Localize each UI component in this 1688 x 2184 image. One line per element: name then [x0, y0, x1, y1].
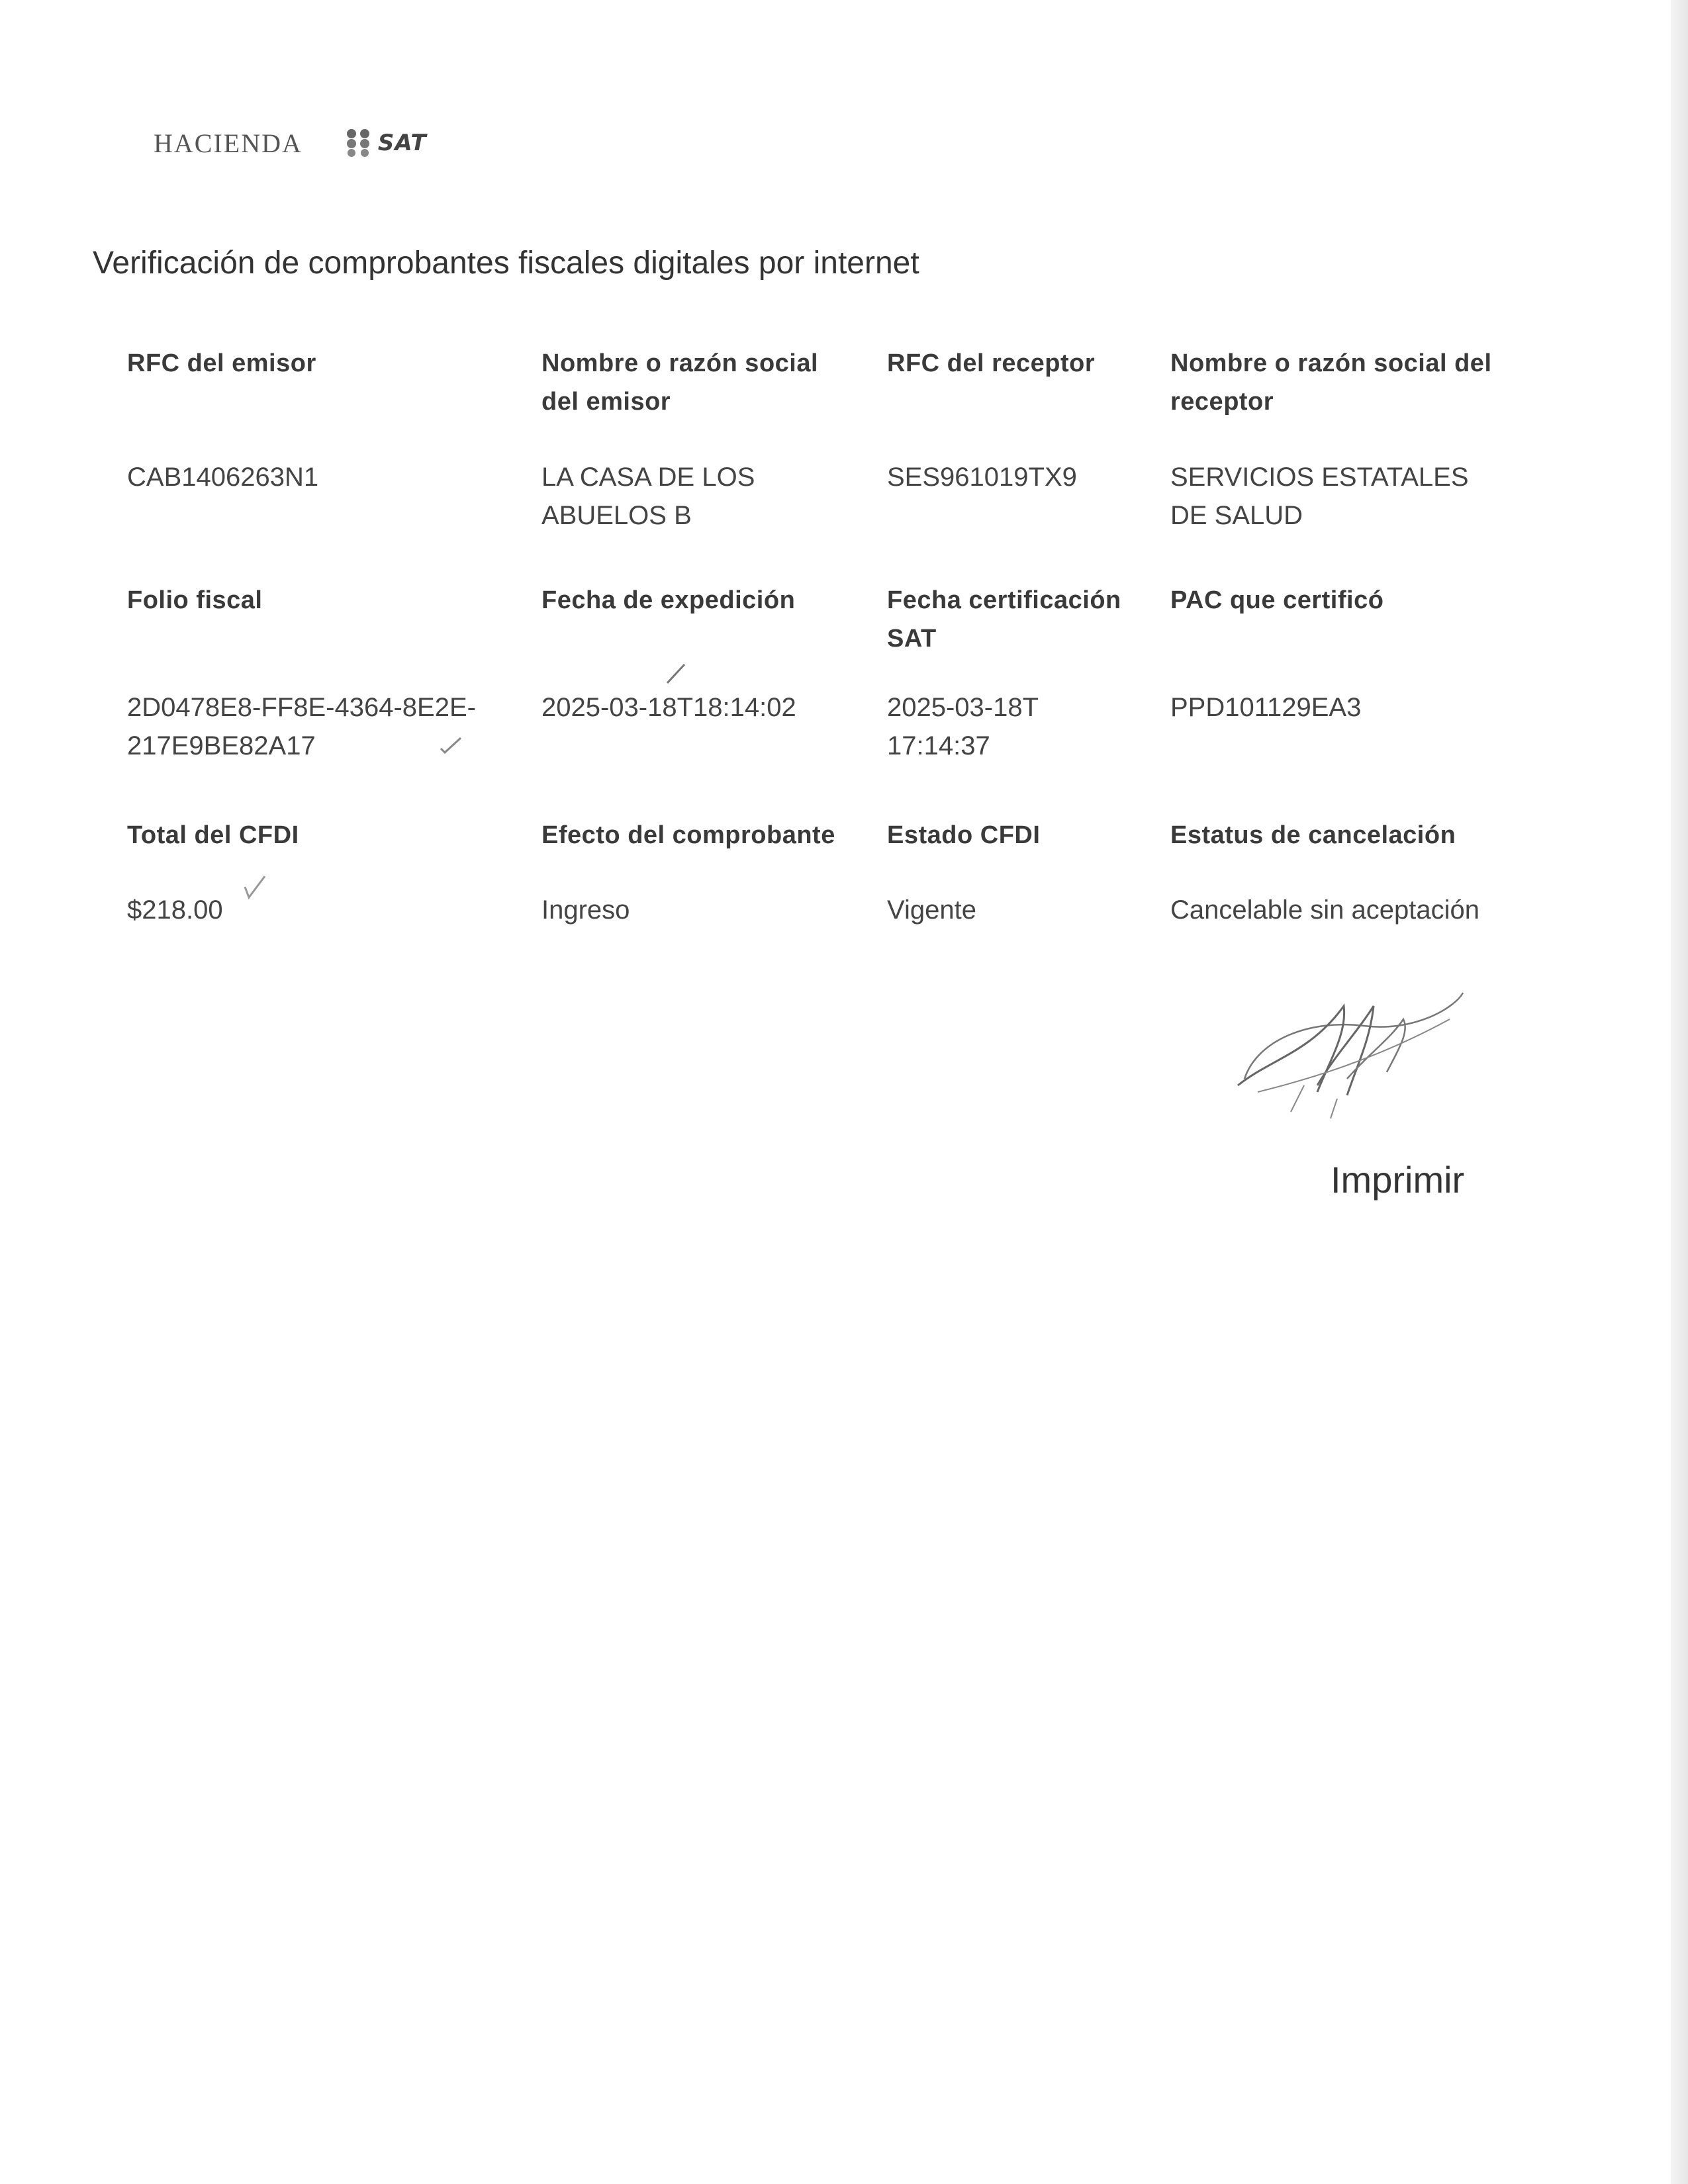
value-fecha-certificacion: 2025-03-18T17:14:37: [887, 693, 1039, 760]
label-rfc-receptor: RFC del receptor: [887, 349, 1096, 377]
label-pac: PAC que certificó: [1170, 586, 1384, 614]
value-efecto: Ingreso: [541, 895, 630, 925]
page-title: Verificación de comprobantes fiscales digitales por internet: [93, 246, 919, 281]
labels-row-2: [127, 581, 1557, 660]
label-total: Total del CFDI: [127, 821, 299, 849]
label-rfc-emisor: RFC del emisor: [127, 349, 316, 377]
sat-logo-text: SAT: [377, 130, 427, 156]
value-pac: PPD101129EA3: [1170, 693, 1362, 722]
value-folio-fiscal: 2D0478E8-FF8E-4364-8E2E-217E9BE82A17: [127, 693, 476, 760]
value-estado: Vigente: [887, 895, 976, 925]
values-row-1: [127, 458, 1557, 537]
value-estatus-cancelacion: Cancelable sin aceptación: [1170, 895, 1479, 925]
label-efecto: Efecto del comprobante: [541, 821, 835, 849]
label-folio-fiscal: Folio fiscal: [127, 586, 263, 614]
value-total: $218.00: [127, 895, 223, 925]
hacienda-logo-text: HACIENDA: [154, 128, 303, 158]
value-nombre-receptor: SERVICIOS ESTATALES DE SALUD: [1170, 463, 1469, 530]
value-rfc-emisor: CAB1406263N1: [127, 463, 319, 492]
values-row-3: [127, 891, 1557, 970]
label-nombre-receptor: Nombre o razón social del receptor: [1170, 349, 1492, 416]
label-estado: Estado CFDI: [887, 821, 1041, 849]
check-mark-icon: [662, 660, 688, 687]
header: [154, 123, 427, 163]
labels-row-1: [127, 344, 1557, 424]
value-fecha-expedicion: 2025-03-18T18:14:02: [541, 693, 796, 722]
label-estatus-cancelacion: Estatus de cancelación: [1170, 821, 1456, 849]
value-nombre-emisor: LA CASA DE LOS ABUELOS B: [541, 463, 755, 530]
check-mark-icon: [241, 874, 267, 900]
scan-edge: [1671, 0, 1688, 2184]
values-row-2: [127, 688, 1557, 768]
labels-row-3: [127, 816, 1557, 895]
sat-logo-icon: [344, 128, 374, 158]
print-button[interactable]: Imprimir: [1331, 1159, 1465, 1201]
value-rfc-receptor: SES961019TX9: [887, 463, 1077, 492]
check-mark-icon: [438, 731, 465, 758]
label-fecha-certificacion: Fecha certificación SAT: [887, 586, 1121, 653]
sat-logo: [344, 128, 427, 158]
label-fecha-expedicion: Fecha de expedición: [541, 586, 796, 614]
handwritten-signature: [1231, 979, 1470, 1125]
label-nombre-emisor: Nombre o razón social del emisor: [541, 349, 819, 416]
